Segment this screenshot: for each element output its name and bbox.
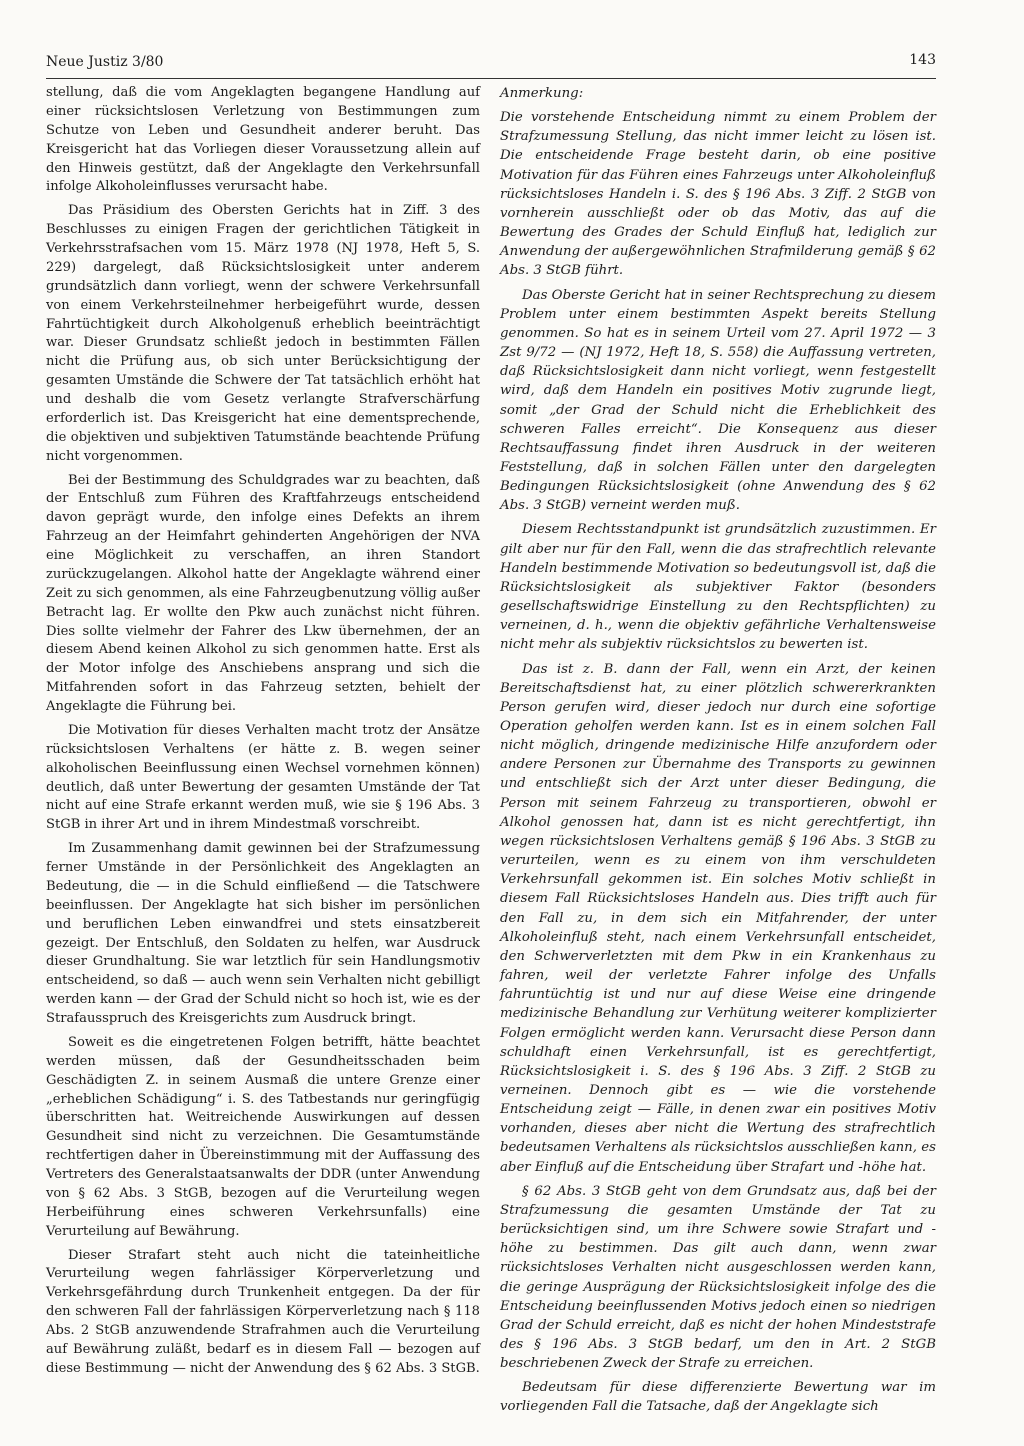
page-header [46,52,936,79]
paragraph: Diesem Rechtsstandpunkt ist grundsätzlich zuzustimmen. Er gilt aber nur für den Fall, wenn die das strafrechtlich relevante Handeln bestimmende Motivation so bedeutungsvoll ist, daß die Rücksichtslosigkeit als subjektiver Faktor (besonders gesellschaftswidrige Einstellung zu den Rechtspflichten) zu verneinen, d. h., wenn die objektiv gefährliche Verhaltensweise nicht mehr als subjektiv rücksichtslos zu bewerten ist. [500,522,936,653]
paragraph: Das ist z. B. dann der Fall, wenn ein Arzt, der keinen Bereitschaftsdienst hat, zu einer plötzlich schwererkrankten Person gerufen wird, dieser jedoch nur durch eine sofortige Operation geholfen werden kann. Ist es in einem solchen Fall nicht möglich, dringende medizinische Hilfe anzufordern oder andere Personen zur Übernahme des Transports zu gewinnen und entschließt sich der Arzt unter dieser Bedingung, die Person mit seinem Fahrzeug zu transportieren, obwohl er Alkohol genossen hat, dann ist es nicht gerechtfertigt, ihn wegen rücksichtslosen Verhaltens gemäß § 196 Abs. 3 StGB zu verurteilen, wenn es zu einem von ihm verschuldeten Verkehrsunfall gekommen ist. Ein solches Motiv schließt in diesem Fall Rücksichtsloses Handeln aus. Dies trifft auch für den Fall zu, in dem sich ein Mitfahrender, der unter Alkoholeinfluß steht, nach einem Verkehrsunfall entscheidet, den Schwerverletzten mit dem Pkw in ein Krankenhaus zu fahren, weil der verletzte Fahrer infolge des Unfalls fahruntüchtig ist und nur auf diese Weise eine dringende medizinische Behandlung zur Verhütung weiterer komplizierter Folgen ermöglicht werden kann. Verursacht diese Person dann schuldhaft einen Verkehrsunfall, ist es gerechtfertigt, Rücksichtslosigkeit i. S. des § 196 Abs. 3 Ziff. 2 StGB zu verneinen. Dennoch gibt es — wie die vorstehende Entscheidung zeigt — Fälle, in denen zwar ein positives Motiv vorhanden, dieses aber nicht die Wertung des strafrechtlich bedeutsamen Verhaltens als rücksichtslos ausschließen kann, es aber Einfluß auf die Entscheidung über Strafart und -höhe hat. [500,661,936,1175]
page-number: 143 [909,52,936,68]
paragraph: Dieser Strafart steht auch nicht die tateinheitliche Verurteilung wegen fahrlässiger Körperverletzung und Verkehrsgefährdung durch Trunkenheit entgegen. Da der für den schweren Fall der fahrlässigen Körperverletzung nach § 118 Abs. 2 StGB anzuwendende Strafrahmen auch die Verurteilung auf Bewährung zuläßt, bedarf es in diesem Fall — bezogen auf diese Bestimmung — nicht der Anwendung des § 62 Abs. 3 StGB. [46,1247,480,1376]
left-column [46,84,480,1384]
paragraph: Die Motivation für dieses Verhalten macht trotz der Ansätze rücksichtslosen Verhaltens (er hätte z. B. wegen seiner alkoholischen Beeinflussung einen Wechsel vornehmen können) deutlich, daß unter Bewertung der gesamten Umstände der Tat nicht auf eine Strafe erkannt werden muß, wie sie § 196 Abs. 3 StGB in ihrer Art und in ihrem Mindestmaß vorschreibt. [46,722,480,833]
right-column [500,84,936,1422]
paragraph: Soweit es die eingetretenen Folgen betrifft, hätte beachtet werden müssen, daß der Gesundheitsschaden beim Geschädigten Z. in seinem Ausmaß die untere Grenze einer „erheblichen Schädigung“ i. S. des Tatbestands nur geringfügig überschritten hat. Weitreichende Auswirkungen auf dessen Gesundheit sind nicht zu verzeichnen. Die Gesamtumstände rechtfertigen daher in Übereinstimmung mit der Auffassung des Vertreters des Generalstaatsanwalts der DDR (unter Anwendung von § 62 Abs. 3 StGB, bezogen auf die Verurteilung wegen Herbeiführung eines schweren Verkehrsunfalls) eine Verurteilung auf Bewährung. [46,1034,480,1239]
remark-heading: Anmerkung: [500,86,584,101]
journal-title: Neue Justiz 3/80 [46,54,164,70]
paragraph: stellung, daß die vom Angeklagten begangene Handlung auf einer rücksichtslosen Verletzung von Bestimmungen zum Schutze von Leben und Gesundheit anderer beruht. Das Kreisgericht hat das Vorliegen dieser Voraussetzung allein auf den Hinweis gestützt, daß der Angeklagte den Verkehrsunfall infolge Alkoholeinflusses verursacht habe. [46,85,480,195]
paragraph: Bei der Bestimmung des Schuldgrades war zu beachten, daß der Entschluß zum Führen des Kraftfahrzeugs entscheidend davon geprägt wurde, den infolge eines Defekts an ihrem Fahrzeug an der Heimfahrt gehinderten Angehörigen der NVA eine Möglichkeit zu verschaffen, an ihren Standort zurückzugelangen. Alkohol hatte der Angeklagte während einer Zeit zu sich genommen, als eine Fahrzeugbenutzung völlig außer Betracht lag. Er wollte den Pkw auch zunächst nicht führen. Dies sollte vielmehr der Fahrer des Lkw übernehmen, der an diesem Abend keinen Alkohol zu sich genommen hatte. Erst als der Motor infolge des Anschiebens ansprang und sich die Mitfahrenden sofort in das Fahrzeug setzten, behielt der Angeklagte die Führung bei. [46,472,480,714]
paragraph: § 62 Abs. 3 StGB geht von dem Grundsatz aus, daß bei der Strafzumessung die gesamten Umstände der Tat zu berücksichtigen sind, um ihre Schwere sowie Strafart und -höhe zu bestimmen. Das gilt auch dann, wenn zwar rücksichtsloses Verhalten nicht ausgeschlossen werden kann, die geringe Ausprägung der Rücksichtslosigkeit infolge des die Entscheidung beeinflussenden Motivs jedoch einen so niedrigen Grad der Schuld erreicht, daß es nicht der hohen Mindeststrafe des § 196 Abs. 3 StGB bedarf, um den in Art. 2 StGB beschriebenen Zweck der Strafe zu erreichen. [500,1183,936,1372]
paragraph: Das Präsidium des Obersten Gerichts hat in Ziff. 3 des Beschlusses zu einigen Fragen der gerichtlichen Tätigkeit in Verkehrsstrafsachen vom 15. März 1978 (NJ 1978, Heft 5, S. 229) dargelegt, daß Rücksichtslosigkeit unter anderem grundsätzlich dann vorliegt, wenn der schwere Verkehrsunfall von einem Verkehrsteilnehmer herbeigeführt wurde, dessen Fahrtüchtigkeit durch Alkoholgenuß erheblich beeinträchtigt war. Dieser Grundsatz schließt jedoch in bestimmten Fällen nicht die Prüfung aus, ob sich unter Berücksichtigung der gesamten Umstände die Schwere der Tat tatsächlich erhöht hat und deshalb die vom Gesetz verlangte Strafverschärfung erforderlich ist. Das Kreisgericht hat eine dementsprechende, die objektiven und subjektiven Tatumstände beachtende Prüfung nicht vorgenommen. [46,203,480,464]
paragraph: Im Zusammenhang damit gewinnen bei der Strafzumessung ferner Umstände in der Persönlichkeit des Angeklagten an Bedeutung, die — in die Schuld einfließend — die Tatschwere beeinflussen. Der Angeklagte hat sich bisher im persönlichen und beruflichen Leben einwandfrei und stets einsatzbereit gezeigt. Der Entschluß, den Soldaten zu helfen, war Ausdruck dieser Grundhaltung. Sie war letztlich für sein Handlungsmotiv entscheidend, so daß — auch wenn sein Verhalten nicht gebilligt werden kann — der Grad der Schuld nicht so hoch ist, wie es der Strafausspruch des Kreisgerichts zum Ausdruck bringt. [46,841,480,1026]
paragraph: Die vorstehende Entscheidung nimmt zu einem Problem der Strafzumessung Stellung, das nicht immer leicht zu lösen ist. Die entscheidende Frage besteht darin, ob eine positive Motivation für das Führen eines Fahrzeugs unter Alkoholeinfluß rücksichtsloses Handeln i. S. des § 196 Abs. 3 Ziff. 2 StGB von vornherein ausschließt oder ob das Motiv, das auf die Bewertung des Grades der Schuld Einfluß hat, lediglich zur Anwendung der außergewöhnlichen Strafmilderung gemäß § 62 Abs. 3 StGB führt. [500,110,936,279]
paragraph: Das Oberste Gericht hat in seiner Rechtsprechung zu diesem Problem unter einem bestimmten Aspekt bereits Stellung genommen. So hat es in seinem Urteil vom 27. April 1972 — 3 Zst 9/72 — (NJ 1972, Heft 18, S. 558) die Auffassung vertreten, daß Rücksichtslosigkeit dann nicht vorliegt, wenn festgestellt wird, daß dem Handeln ein positives Motiv zugrunde liegt, somit „der Grad der Schuld nicht die Erheblichkeit des schweren Falles erreicht“. Die Konsequenz aus dieser Rechtsauffassung findet ihren Ausdruck in der weiteren Feststellung, daß in solchen Fällen unter den dargelegten Bedingungen Rücksichtslosigkeit (ohne Anwendung des § 62 Abs. 3 StGB) verneint werden muß. [500,287,936,514]
paragraph: Bedeutsam für diese differenzierte Bewertung war im vorliegenden Fall die Tatsache, daß der Angeklagte sich [500,1380,936,1415]
